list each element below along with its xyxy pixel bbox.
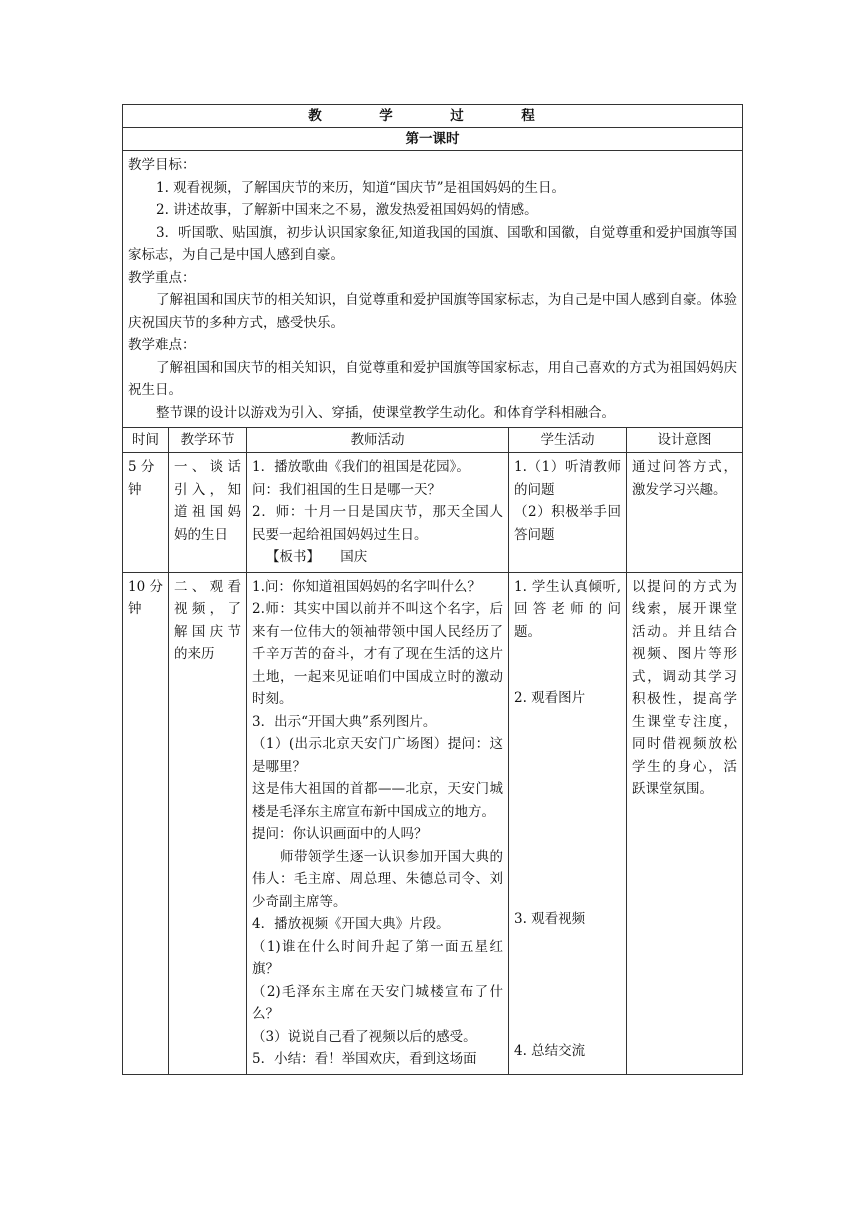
column-header-row [123, 428, 743, 453]
row-teacher-activity [247, 453, 509, 573]
board-writing: 【板书】 国庆 [266, 549, 368, 565]
teacher-step: 1．播放歌曲《我们的祖国是花园》。 [252, 459, 470, 475]
student-step: （2）积极举手回答问题 [514, 504, 621, 543]
objective-item: 1. 观看视频，了解国庆节的来历，知道“国庆节”是祖国妈妈的生日。 [156, 179, 565, 196]
col-header-student: 学生活动 [509, 428, 627, 453]
lesson-plan-table [122, 104, 743, 1075]
row-student-activity [509, 453, 627, 573]
col-header-teacher: 教师活动 [247, 428, 509, 453]
student-step: 3. 观看视频 [514, 910, 586, 927]
row-intent: 以提问的方式为线索，展开课堂活动。并且结合视频、图片等形式，调动其学习积极性，提高学生课堂专注度，同时借视频放松学生的身心，活跃课堂氛围。 [627, 572, 743, 1074]
teacher-step: （1)谁在什么时间升起了第一面五星红旗？ [252, 938, 503, 977]
table-row [123, 453, 743, 573]
objective-item: 2. 讲述故事，了解新中国来之不易，激发热爱祖国妈妈的情感。 [156, 202, 538, 218]
row-student-activity [509, 572, 627, 1074]
student-step: 4. 总结交流 [514, 1043, 586, 1059]
teacher-step: 提问：你认识画面中的人吗？ [252, 826, 428, 842]
overview-cell [123, 151, 743, 428]
teacher-step: （1）(出示北京天安门广场图）提问：这是哪里？ [252, 736, 503, 775]
student-step: 1.（1）听清教师的问题 [514, 459, 621, 498]
teacher-step: 师带领学生逐一认识参加开国大典的伟人：毛主席、周总理、朱德总司令、刘少奇副主席等。 [252, 848, 503, 910]
lesson-plan-page [122, 104, 742, 1075]
row-time: 10 分钟 [123, 572, 169, 1074]
col-header-time: 时间 [123, 428, 169, 453]
design-note: 整节课的设计以游戏为引入、穿插，使课堂教学生动化。和体育学科相融合。 [156, 404, 615, 421]
difficulties-text: 了解祖国和国庆节的相关知识，自觉尊重和爱护国旗等国家标志，用自己喜欢的方式为祖国妈妈庆祝生日。 [128, 359, 738, 398]
student-step: 2. 观看图片 [514, 690, 586, 706]
teacher-step: （2)毛泽东主席在天安门城楼宣布了什么？ [252, 983, 503, 1022]
col-header-stage: 教学环节 [169, 428, 247, 453]
row-stage: 二、观看视频，了解国庆节的来历 [169, 572, 247, 1074]
teacher-step: 问：我们祖国的生日是哪一天？ [252, 481, 441, 498]
teacher-step: 4．播放视频《开国大典》片段。 [252, 916, 450, 932]
teacher-step: 5．小结：看！举国欢庆，看到这场面 [252, 1051, 477, 1067]
row-stage: 一、谈话引入，知道祖国妈妈的生日 [169, 453, 247, 573]
teacher-step: 1.问：你知道祖国妈妈的名字叫什么？ [252, 578, 481, 595]
table-row [123, 572, 743, 1074]
col-header-intent: 设计意图 [627, 428, 743, 453]
teacher-step: 3．出示“开国大典”系列图片。 [252, 713, 437, 730]
difficulties-label: 教学难点： [128, 337, 196, 353]
teacher-step: 这是伟大祖国的首都——北京，天安门城楼是毛泽东主席宣布新中国成立的地方。 [252, 781, 503, 820]
teacher-step: 2．师：十月一日是国庆节，那天全国人民要一起给祖国妈妈过生日。 [252, 504, 503, 543]
row-teacher-activity [247, 572, 509, 1074]
teacher-step: 2.师：其实中国以前并不叫这个名字，后来有一位伟大的领袖带领中国人民经历了千辛万苦的奋斗，才有了现在生活的这片土地，一起来见证咱们中国成立时的激动时刻。 [252, 601, 503, 707]
section-title: 教 学 过 程 [123, 105, 743, 128]
teacher-step: （3）说说自己看了视频以后的感受。 [252, 1028, 477, 1045]
objective-item: 3．听国歌、贴国旗，初步认识国家象征,知道我国的国旗、国歌和国徽，自觉尊重和爱护国旗等国家标志，为自己是中国人感到自豪。 [128, 224, 738, 263]
student-step: 1. 学生认真倾听,回答老师的问题。 [514, 578, 621, 640]
key-points-label: 教学重点： [128, 269, 196, 286]
key-points-text: 了解祖国和国庆节的相关知识，自觉尊重和爱护国旗等国家标志，为自己是中国人感到自豪。体验庆祝国庆节的多种方式，感受快乐。 [128, 292, 738, 331]
row-time: 5 分钟 [123, 453, 169, 573]
lesson-title: 第一课时 [123, 128, 743, 151]
objectives-label: 教学目标： [128, 157, 196, 173]
row-intent: 通过问答方式，激发学习兴趣。 [627, 453, 743, 573]
